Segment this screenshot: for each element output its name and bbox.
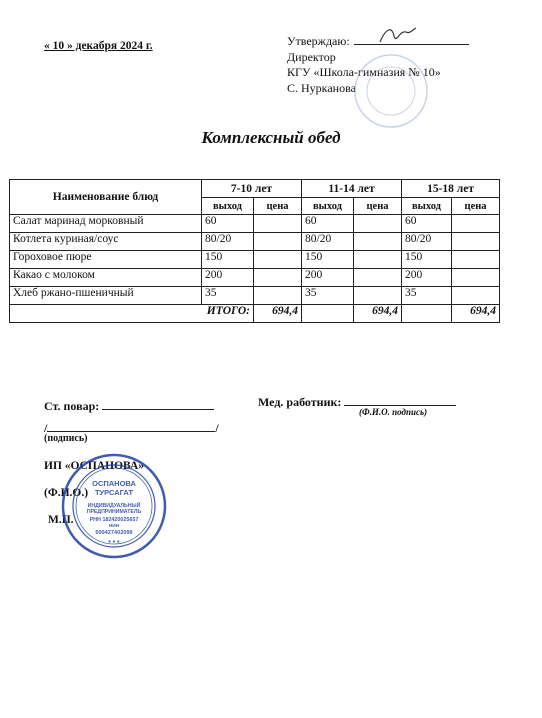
price-cell <box>354 215 402 233</box>
output-cell: 35 <box>402 287 452 305</box>
total-value: 694,4 <box>254 305 302 323</box>
price-cell <box>354 251 402 269</box>
output-cell: 80/20 <box>202 233 254 251</box>
table-row <box>10 251 500 269</box>
price-cell <box>254 287 302 305</box>
output-cell: 200 <box>302 269 354 287</box>
column-header-dish: Наименование блюд <box>10 180 202 215</box>
svg-text:ИИН: ИИН <box>108 524 120 529</box>
price-cell <box>354 233 402 251</box>
svg-text:ТУРСАГАТ: ТУРСАГАТ <box>94 488 134 497</box>
subheader-price: цена <box>254 198 302 215</box>
age-group-header: 7-10 лет <box>202 180 302 198</box>
price-cell <box>452 251 500 269</box>
price-cell <box>254 269 302 287</box>
director-name: С. Нурканова <box>287 80 356 95</box>
empty-cell <box>402 305 452 323</box>
output-cell: 35 <box>202 287 254 305</box>
price-cell <box>254 215 302 233</box>
faded-round-stamp-icon <box>352 52 430 130</box>
price-cell <box>452 287 500 305</box>
price-cell <box>254 251 302 269</box>
output-cell: 60 <box>202 215 254 233</box>
table-row <box>10 233 500 251</box>
total-value: 694,4 <box>452 305 500 323</box>
price-cell <box>254 233 302 251</box>
chef-signature-blank <box>102 398 214 410</box>
svg-text:500427402099: 500427402099 <box>95 530 133 536</box>
total-value: 694,4 <box>354 305 402 323</box>
menu-table <box>9 179 500 323</box>
seal-stamp-icon <box>60 452 168 560</box>
svg-text:• • •: • • • <box>108 539 120 546</box>
dish-name: Салат маринад морковный <box>10 215 202 233</box>
director-signature <box>378 24 418 46</box>
document-date: « 10 » декабря 2024 г. <box>44 40 153 52</box>
fio-label: (Ф.И.О.) <box>44 487 89 499</box>
output-cell: 150 <box>402 251 452 269</box>
subheader-price: цена <box>452 198 500 215</box>
total-label: ИТОГО: <box>10 305 254 323</box>
price-cell <box>354 269 402 287</box>
ip-label: ИП «ОСПАНОВА» <box>44 460 145 472</box>
page-title: Комплексный обед <box>201 128 341 147</box>
output-cell: 35 <box>302 287 354 305</box>
output-cell: 150 <box>302 251 354 269</box>
organization-name: КГУ «Школа-гимназия № 10» <box>287 65 441 79</box>
price-cell <box>452 269 500 287</box>
dish-name: Гороховое пюре <box>10 251 202 269</box>
mp-label: М.П. <box>48 514 74 526</box>
age-group-header: 15-18 лет <box>402 180 500 198</box>
table-row <box>10 269 500 287</box>
subheader-output: выход <box>402 198 452 215</box>
chef-signature-line <box>44 398 214 414</box>
director-position: Директор <box>287 49 336 64</box>
table-row <box>10 287 500 305</box>
subheader-output: выход <box>202 198 254 215</box>
output-cell: 60 <box>302 215 354 233</box>
svg-text:ИНДИВИДУАЛЬНЫЙ: ИНДИВИДУАЛЬНЫЙ <box>87 503 141 509</box>
price-cell <box>452 233 500 251</box>
svg-text:РНН 182420025657: РНН 182420025657 <box>89 517 139 523</box>
output-cell: 200 <box>402 269 452 287</box>
output-cell: 150 <box>202 251 254 269</box>
medic-label: Мед. работник: <box>258 395 342 409</box>
signature-caption: (подпись) <box>44 433 88 444</box>
dish-name: Котлета куриная/соус <box>10 233 202 251</box>
age-group-header: 11-14 лет <box>302 180 402 198</box>
signature-blank <box>47 420 215 432</box>
svg-text:ПРЕДПРИНИМАТЕЛЬ: ПРЕДПРИНИМАТЕЛЬ <box>86 509 142 515</box>
output-cell: 60 <box>402 215 452 233</box>
chef-label: Ст. повар: <box>44 399 100 413</box>
table-row <box>10 215 500 233</box>
dish-name: Хлеб ржано-пшеничный <box>10 287 202 305</box>
price-cell <box>354 287 402 305</box>
dish-name: Какао с молоком <box>10 269 202 287</box>
fio-signature-caption: (Ф.И.О. подпись) <box>359 407 428 417</box>
slash-right: / <box>215 421 219 435</box>
slash-left: / <box>44 421 48 435</box>
svg-text:ОСПАНОВА: ОСПАНОВА <box>92 479 136 488</box>
subheader-price: цена <box>354 198 402 215</box>
subheader-output: выход <box>302 198 354 215</box>
medic-signature-blank <box>344 394 456 406</box>
empty-cell <box>302 305 354 323</box>
total-row <box>10 305 500 323</box>
output-cell: 200 <box>202 269 254 287</box>
approve-label: Утверждаю: <box>287 34 350 48</box>
price-cell <box>452 215 500 233</box>
output-cell: 80/20 <box>402 233 452 251</box>
output-cell: 80/20 <box>302 233 354 251</box>
